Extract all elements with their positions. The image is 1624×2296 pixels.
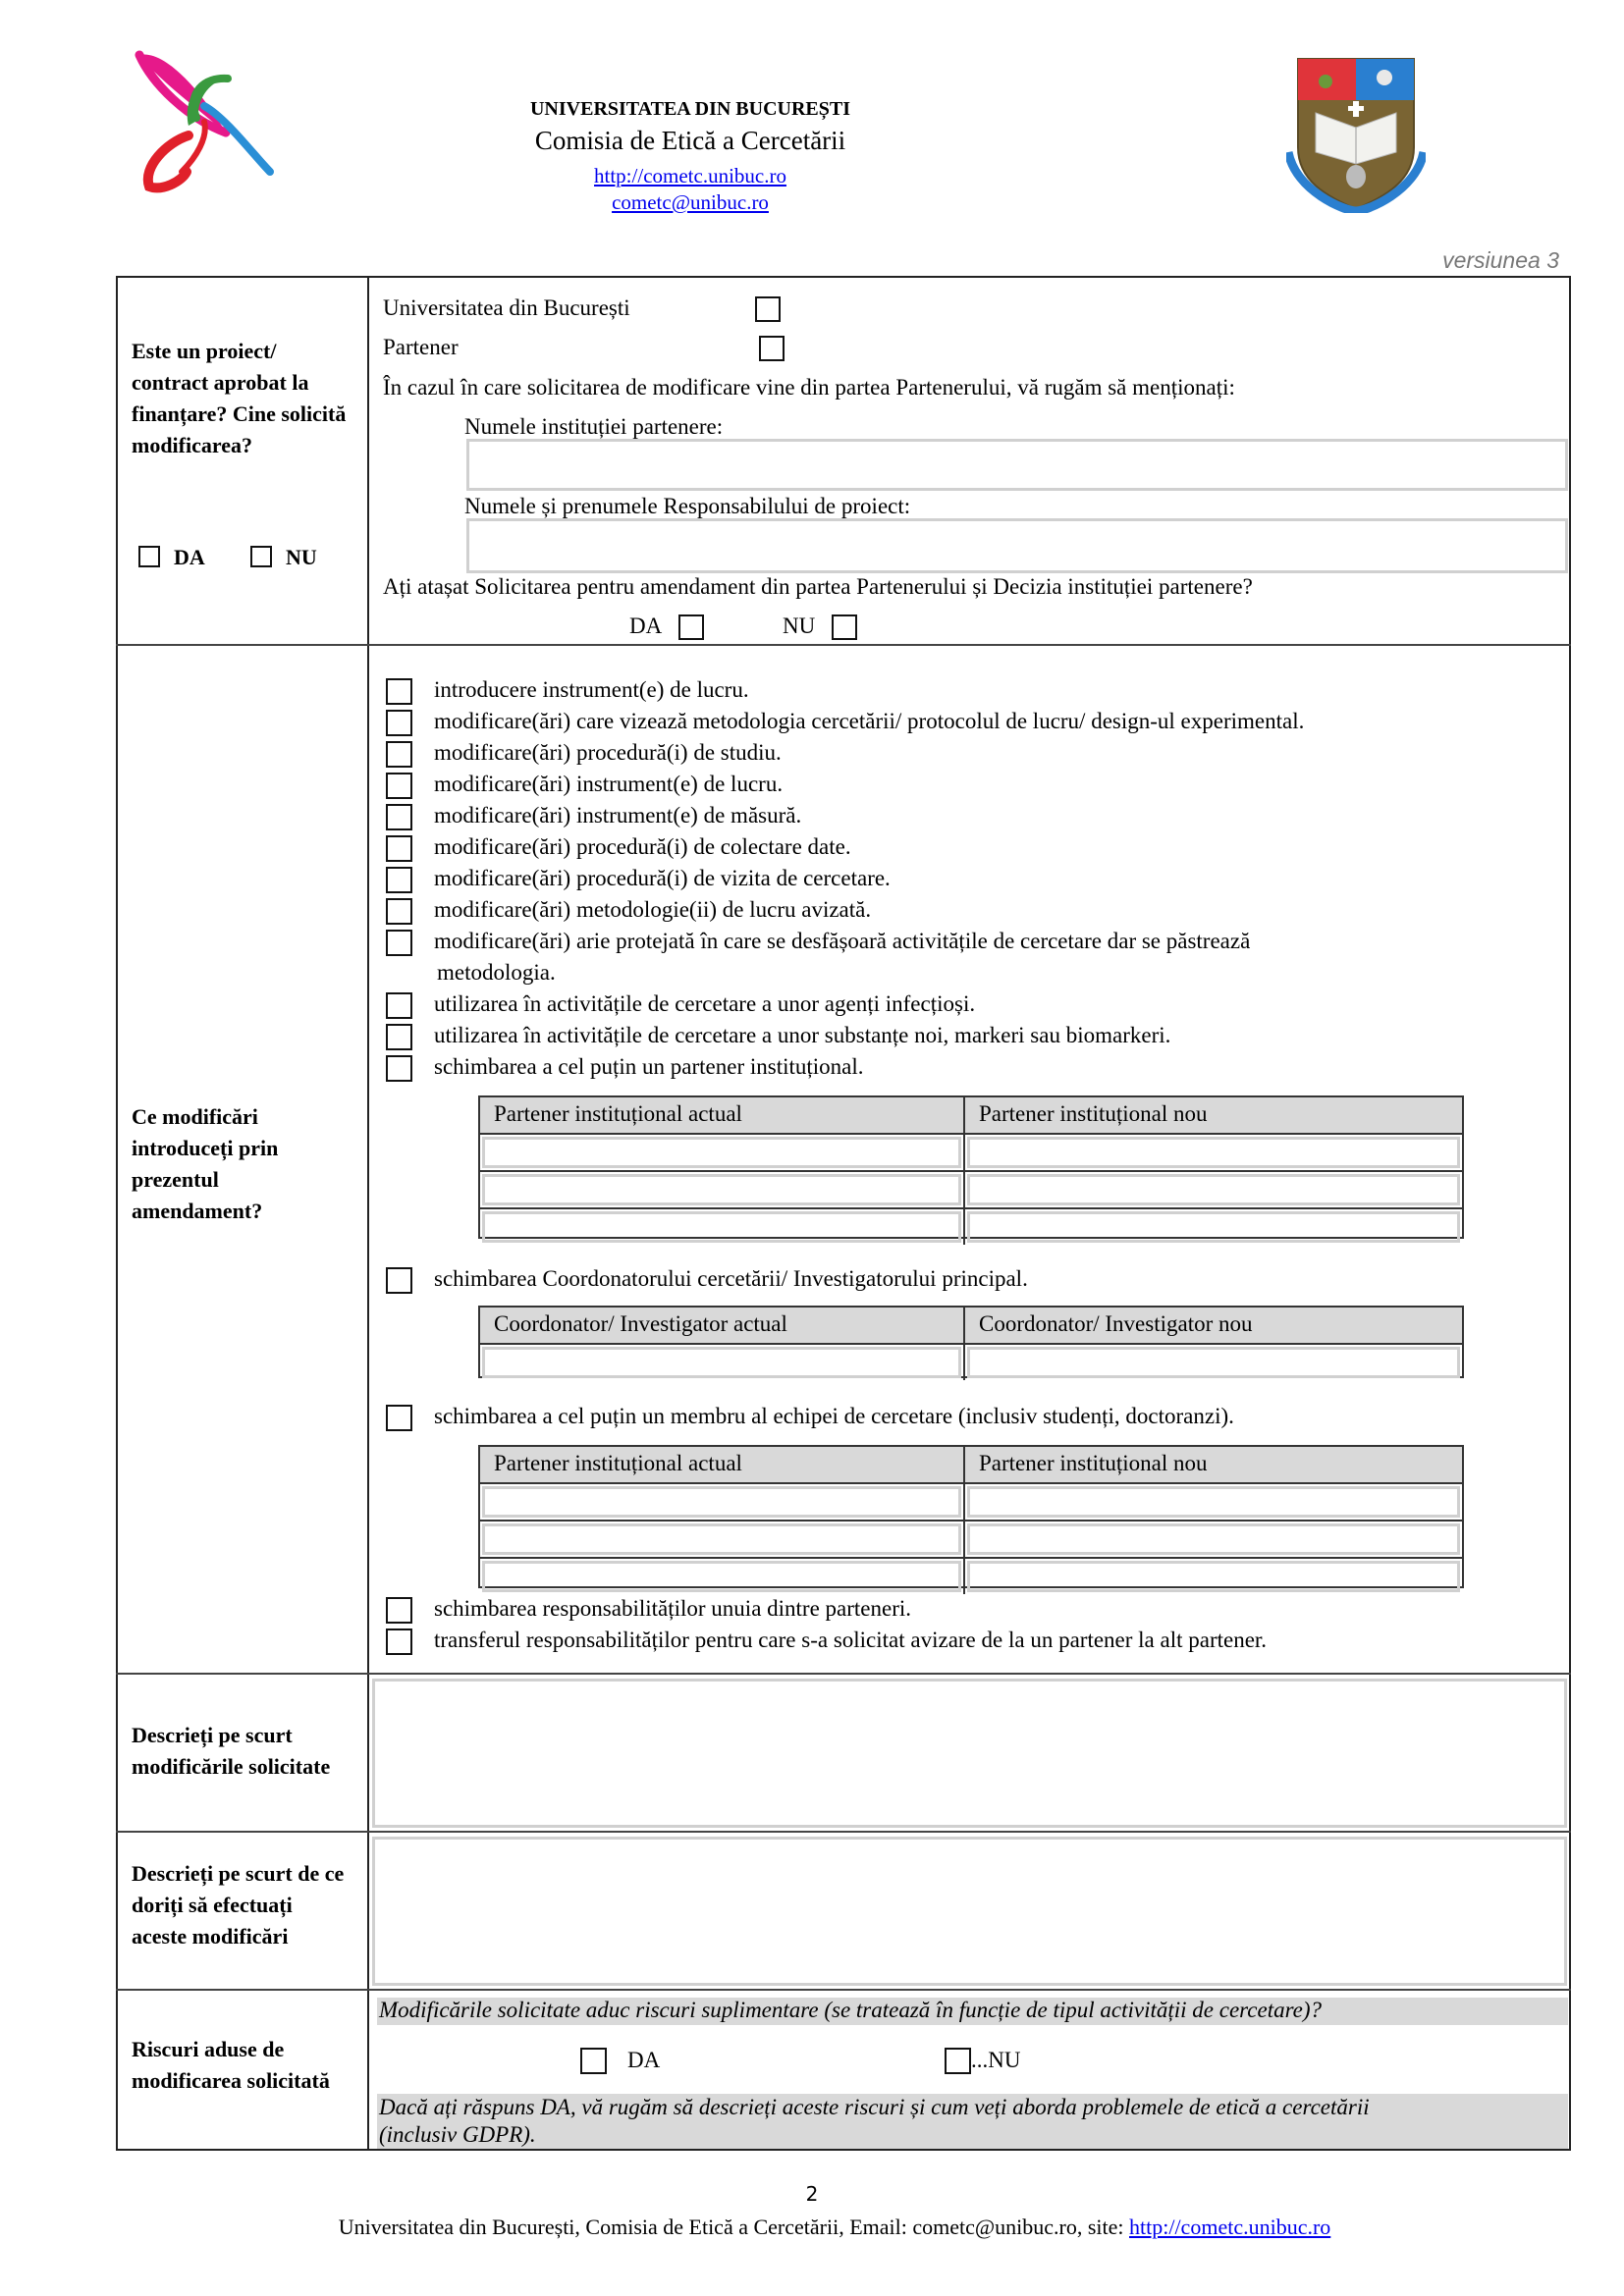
- commission-name: Comisia de Etică a Cercetării: [534, 126, 846, 155]
- column-header: Partener instituțional nou: [979, 1101, 1208, 1126]
- option-checkbox[interactable]: [386, 1024, 412, 1050]
- new-partner-input[interactable]: [967, 1211, 1460, 1243]
- table-row: [480, 1172, 1462, 1209]
- member-change-label: schimbarea a cel puțin un membru al echipei de cercetare (inclusiv studenți, doctoranzi).: [434, 1404, 1234, 1428]
- option-label: schimbarea a cel puțin un partener instituțional.: [434, 1054, 864, 1079]
- coordinator-change-checkbox[interactable]: [386, 1267, 412, 1294]
- row-divider: [116, 1673, 1571, 1675]
- new-member-input[interactable]: [967, 1523, 1460, 1555]
- option-university-label: Universitatea din București: [383, 295, 630, 320]
- option-checkbox[interactable]: [386, 1055, 412, 1082]
- funding-da-label: DA: [174, 545, 205, 569]
- responsibility-transfer-label: transferul responsabilităților pentru care s-a solicitat avizare de la un partener la alt partener.: [434, 1628, 1268, 1652]
- university-crest-icon: [1286, 54, 1426, 213]
- option-checkbox[interactable]: [386, 930, 412, 956]
- option-label: utilizarea în activitățile de cercetare a unor substanțe noi, markeri sau biomarkeri.: [434, 1023, 1171, 1047]
- attached-nu-checkbox[interactable]: [832, 614, 857, 640]
- row-divider: [116, 1989, 1571, 1991]
- option-partner-checkbox[interactable]: [759, 336, 785, 361]
- modifications-question-label: Ce modificări introduceți prin prezentul amendament?: [132, 1104, 279, 1223]
- new-partner-input[interactable]: [967, 1137, 1460, 1168]
- risk-nu-label: ...NU: [971, 2048, 1021, 2072]
- coordinator-change-table: [478, 1306, 1464, 1378]
- table-header-row: [480, 1097, 1462, 1135]
- attached-question: Ați atașat Solicitarea pentru amendament din partea Partenerului și Decizia instituției partenere?: [383, 574, 1253, 599]
- footer-site-link[interactable]: http://cometc.unibuc.ro: [1129, 2215, 1331, 2239]
- column-header: Partener instituțional nou: [979, 1451, 1208, 1475]
- column-header: Partener instituțional actual: [480, 1447, 965, 1482]
- describe-reasons-label: Descrieți pe scurt de ce doriți să efectuați aceste modificări: [132, 1861, 345, 1949]
- funding-da-checkbox[interactable]: [138, 546, 160, 567]
- responsibility-transfer-checkbox[interactable]: [386, 1629, 412, 1655]
- option-checkbox[interactable]: [386, 992, 412, 1019]
- option-label: modificare(ări) procedură(i) de colectare date.: [434, 834, 851, 859]
- site-link-wrap: [0, 164, 1380, 188]
- table-row: [480, 1345, 1462, 1380]
- option-checkbox[interactable]: [386, 741, 412, 768]
- attached-da-label: DA: [629, 614, 663, 638]
- partner-institution-input[interactable]: [466, 439, 1568, 491]
- current-member-input[interactable]: [482, 1486, 961, 1518]
- option-checkbox[interactable]: [386, 898, 412, 925]
- current-partner-input[interactable]: [482, 1211, 961, 1243]
- option-label: modificare(ări) procedură(i) de vizita de cercetare.: [434, 866, 891, 890]
- new-member-input[interactable]: [967, 1561, 1460, 1592]
- column-header: Coordonator/ Investigator actual: [480, 1308, 965, 1343]
- column-divider: [367, 276, 369, 2151]
- table-row: [480, 1209, 1462, 1245]
- risks-label: Riscuri aduse de modificarea solicitată: [132, 2037, 330, 2093]
- current-partner-input[interactable]: [482, 1137, 961, 1168]
- option-university-checkbox[interactable]: [755, 296, 781, 322]
- option-label: modificare(ări) instrument(e) de măsură.: [434, 803, 802, 828]
- option-label: modificare(ări) care vizează metodologia cercetării/ protocolul de lucru/ design-ul experimental.: [434, 709, 1305, 733]
- footer-text: Universitatea din București, Comisia de Etică a Cercetării, Email: cometc@unibuc.ro, site:: [338, 2215, 1129, 2239]
- project-lead-label: Numele și prenumele Responsabilului de proiect:: [464, 494, 911, 518]
- row-divider: [116, 1831, 1571, 1833]
- option-label: utilizarea în activitățile de cercetare a unor agenți infecțioși.: [434, 991, 976, 1016]
- new-partner-input[interactable]: [967, 1174, 1460, 1205]
- option-label: modificare(ări) instrument(e) de lucru.: [434, 772, 784, 796]
- member-change-checkbox[interactable]: [386, 1405, 412, 1431]
- table-header-row: [480, 1308, 1462, 1345]
- risk-da-checkbox[interactable]: [580, 2048, 607, 2074]
- version-label: versiunea 3: [1442, 247, 1559, 273]
- current-partner-input[interactable]: [482, 1174, 961, 1205]
- attached-nu-label: NU: [783, 614, 816, 638]
- funding-question-label: Este un proiect/ contract aprobat la finanțare? Cine solicită modificarea?: [132, 339, 347, 457]
- option-label: introducere instrument(e) de lucru.: [434, 677, 749, 702]
- page-number: 2: [805, 2182, 819, 2206]
- option-checkbox[interactable]: [386, 867, 412, 893]
- option-checkbox[interactable]: [386, 678, 412, 705]
- table-row: [480, 1559, 1462, 1594]
- current-member-input[interactable]: [482, 1561, 961, 1592]
- risk-followup-line1: Dacă ați răspuns DA, vă rugăm să descrieți aceste riscuri și cum veți aborda problemele de etică a cercetării: [379, 2095, 1370, 2119]
- responsibility-change-checkbox[interactable]: [386, 1597, 412, 1624]
- site-link[interactable]: http://cometc.unibuc.ro: [594, 164, 786, 187]
- member-change-table: [478, 1445, 1464, 1588]
- project-lead-input[interactable]: [466, 518, 1568, 573]
- describe-changes-textarea[interactable]: [372, 1679, 1567, 1828]
- option-label: modificare(ări) arie protejată în care se desfășoară activitățile de cercetare dar se păstrează: [434, 929, 1251, 953]
- option-checkbox[interactable]: [386, 804, 412, 830]
- partner-note: În cazul în care solicitarea de modificare vine din partea Partenerului, vă rugăm să menționați:: [383, 375, 1235, 400]
- describe-reasons-textarea[interactable]: [372, 1837, 1567, 1986]
- row-divider: [116, 644, 1571, 646]
- funding-nu-label: NU: [286, 545, 317, 569]
- footer-text-wrap: [0, 2215, 1624, 2240]
- table-row: [480, 1135, 1462, 1172]
- column-header: Coordonator/ Investigator nou: [979, 1311, 1253, 1336]
- coordinator-change-label: schimbarea Coordonatorului cercetării/ Investigatorului principal.: [434, 1266, 1028, 1291]
- responsibility-change-label: schimbarea responsabilităților unuia dintre parteneri.: [434, 1596, 912, 1621]
- email-link[interactable]: cometc@unibuc.ro: [612, 190, 769, 214]
- risk-followup-line2: (inclusiv GDPR).: [379, 2122, 536, 2147]
- new-member-input[interactable]: [967, 1486, 1460, 1518]
- column-header: Partener instituțional actual: [480, 1097, 965, 1133]
- risk-question: Modificările solicitate aduc riscuri suplimentare (se tratează în funcție de tipul activității de cercetare)?: [379, 1998, 1323, 2022]
- option-checkbox[interactable]: [386, 710, 412, 736]
- table-row: [480, 1484, 1462, 1522]
- new-coordinator-input[interactable]: [967, 1347, 1460, 1378]
- option-checkbox[interactable]: [386, 773, 412, 799]
- risk-nu-checkbox[interactable]: [945, 2048, 971, 2074]
- university-name: UNIVERSITATEA DIN BUCUREȘTI: [529, 98, 850, 120]
- email-link-wrap: [0, 190, 1380, 215]
- table-header-row: [480, 1447, 1462, 1484]
- partner-change-table: [478, 1095, 1464, 1239]
- attached-da-checkbox[interactable]: [678, 614, 704, 640]
- option-label: modificare(ări) procedură(i) de studiu.: [434, 740, 782, 765]
- partner-institution-label: Numele instituției partenere:: [464, 414, 724, 439]
- table-row: [480, 1522, 1462, 1559]
- option-label-continuation: metodologia.: [437, 960, 556, 985]
- funding-nu-checkbox[interactable]: [250, 546, 272, 567]
- current-member-input[interactable]: [482, 1523, 961, 1555]
- option-partner-label: Partener: [383, 335, 459, 359]
- risk-da-label: DA: [627, 2048, 661, 2072]
- option-checkbox[interactable]: [386, 835, 412, 862]
- option-label: modificare(ări) metodologie(ii) de lucru avizată.: [434, 897, 872, 922]
- current-coordinator-input[interactable]: [482, 1347, 961, 1378]
- describe-changes-label: Descrieți pe scurt modificările solicitate: [132, 1723, 331, 1779]
